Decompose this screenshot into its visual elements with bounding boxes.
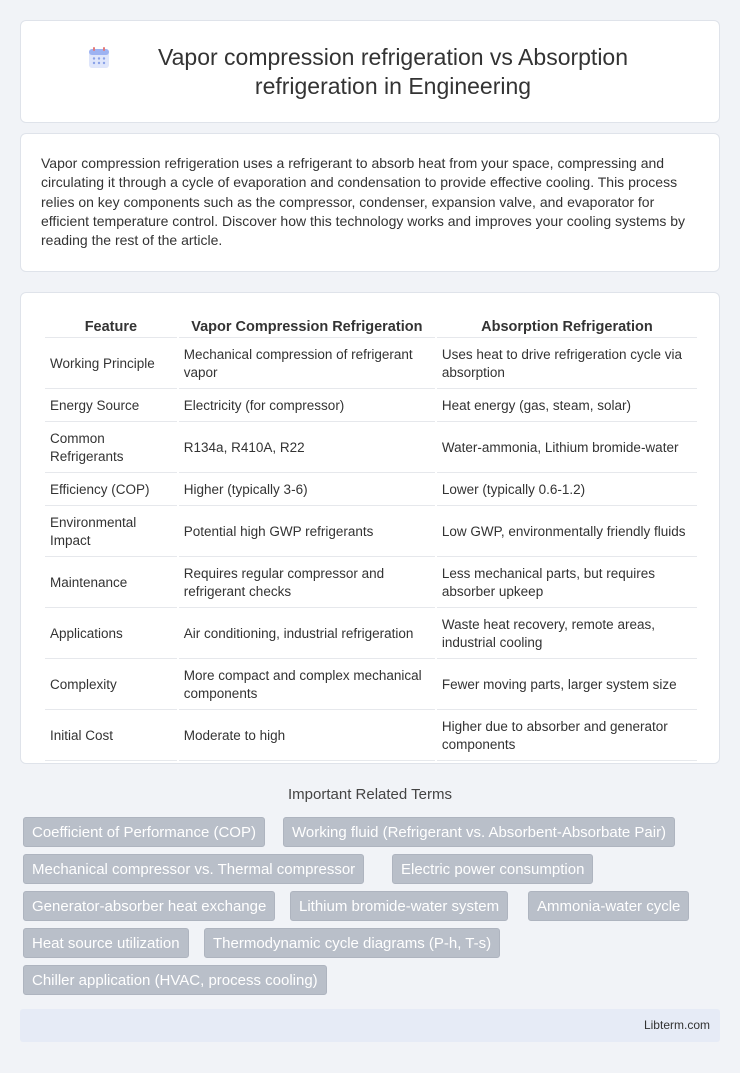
- related-term-tag[interactable]: Working fluid (Refrigerant vs. Absorbent-Absorbate Pair): [283, 817, 675, 847]
- footer-site-link[interactable]: Libterm.com: [643, 1018, 710, 1032]
- table-cell: Complexity: [45, 661, 177, 710]
- related-term-tag[interactable]: Ammonia-water cycle: [528, 891, 689, 921]
- intro-card: [20, 133, 720, 272]
- table-cell: Environmental Impact: [45, 508, 177, 557]
- table-row: [45, 340, 697, 389]
- comparison-table-card: [20, 292, 720, 764]
- table-cell: Maintenance: [45, 559, 177, 608]
- table-row: [45, 424, 697, 473]
- table-cell: Less mechanical parts, but requires absorber upkeep: [437, 559, 697, 608]
- table-row: [45, 712, 697, 761]
- table-cell: R134a, R410A, R22: [179, 424, 435, 473]
- table-header-row: [45, 315, 697, 338]
- related-term-tag[interactable]: Lithium bromide-water system: [290, 891, 508, 921]
- table-cell: Working Principle: [45, 340, 177, 389]
- table-cell: Moderate to high: [179, 712, 435, 761]
- table-row: [45, 559, 697, 608]
- table-cell: Higher due to absorber and generator components: [437, 712, 697, 761]
- table-cell: Mechanical compression of refrigerant vapor: [179, 340, 435, 389]
- header-vapor-compression: Vapor Compression Refrigeration: [179, 315, 435, 338]
- footer: [20, 1009, 720, 1042]
- table-cell: Air conditioning, industrial refrigeration: [179, 610, 435, 659]
- table-cell: Uses heat to drive refrigeration cycle via absorption: [437, 340, 697, 389]
- intro-paragraph: Vapor compression refrigeration uses a refrigerant to absorb heat from your space, compressing and circulating it through a cycle of evaporation and condensation to provide effective cooling. This process relies on key components such as the compressor, condenser, expansion valve, and evaporator for efficient temperature control. Discover how this technology works and improves your cooling systems by reading the rest of the article.: [41, 155, 686, 249]
- table-cell: More compact and complex mechanical components: [179, 661, 435, 710]
- table-cell: Energy Source: [45, 391, 177, 422]
- header-feature: Feature: [45, 315, 177, 338]
- table-cell: Water-ammonia, Lithium bromide-water: [437, 424, 697, 473]
- table-cell: Low GWP, environmentally friendly fluids: [437, 508, 697, 557]
- table-cell: Higher (typically 3-6): [179, 475, 435, 506]
- table-cell: Fewer moving parts, larger system size: [437, 661, 697, 710]
- table-cell: Requires regular compressor and refrigerant checks: [179, 559, 435, 608]
- table-cell: Waste heat recovery, remote areas, industrial cooling: [437, 610, 697, 659]
- table-cell: Initial Cost: [45, 712, 177, 761]
- related-terms-heading: Important Related Terms: [288, 786, 452, 803]
- related-term-tag[interactable]: Chiller application (HVAC, process cooling): [23, 965, 327, 995]
- table-cell: Common Refrigerants: [45, 424, 177, 473]
- table-cell: Lower (typically 0.6-1.2): [437, 475, 697, 506]
- table-row: [45, 661, 697, 710]
- table-row: [45, 610, 697, 659]
- related-term-tag[interactable]: Mechanical compressor vs. Thermal compressor: [23, 854, 364, 884]
- related-term-tag[interactable]: Generator-absorber heat exchange: [23, 891, 275, 921]
- table-cell: Efficiency (COP): [45, 475, 177, 506]
- table-row: [45, 508, 697, 557]
- page-title: Vapor compression refrigeration vs Absorption refrigeration in Engineering: [157, 43, 629, 99]
- table-row: [45, 391, 697, 422]
- header-absorption: Absorption Refrigeration: [437, 315, 697, 338]
- table-cell: Heat energy (gas, steam, solar): [437, 391, 697, 422]
- table-cell: Applications: [45, 610, 177, 659]
- title-card: [20, 20, 720, 123]
- related-term-tag[interactable]: Electric power consumption: [392, 854, 593, 884]
- table-cell: Electricity (for compressor): [179, 391, 435, 422]
- table-row: [45, 475, 697, 506]
- calendar-grid-icon: [87, 46, 111, 70]
- table-cell: Potential high GWP refrigerants: [179, 508, 435, 557]
- comparison-table: [43, 313, 699, 763]
- related-term-tag[interactable]: Coefficient of Performance (COP): [23, 817, 265, 847]
- related-term-tag[interactable]: Thermodynamic cycle diagrams (P-h, T-s): [204, 928, 500, 958]
- related-term-tag[interactable]: Heat source utilization: [23, 928, 189, 958]
